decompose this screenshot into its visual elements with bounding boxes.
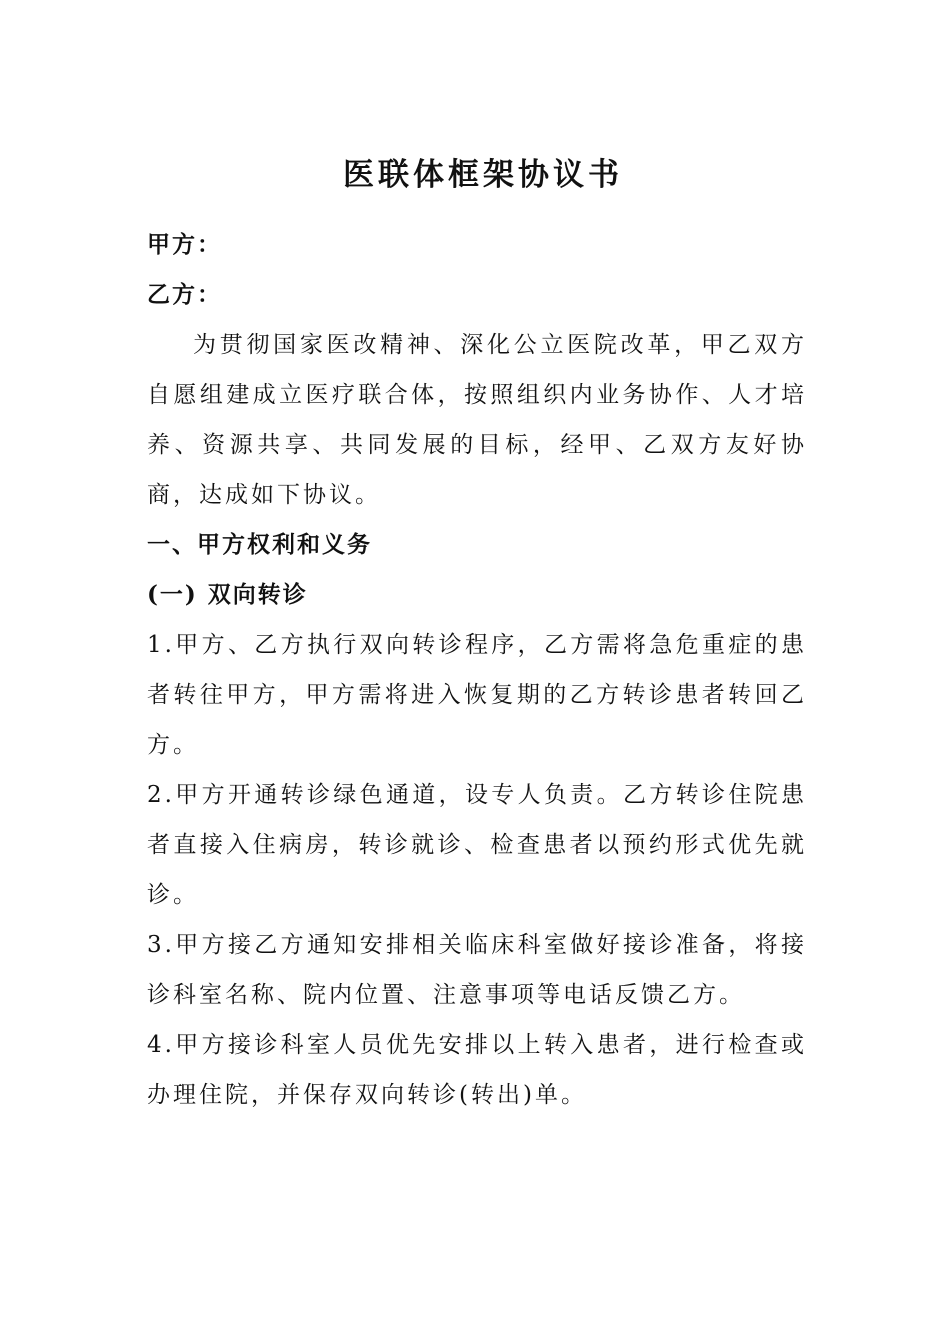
document-body: [147, 150, 807, 1120]
party-b-label: 乙方：: [147, 281, 222, 308]
clause-item-1: 1.甲方、乙方执行双向转诊程序，乙方需将急危重症的患者转往甲方，甲方需将进入恢复期的乙方转诊患者转回乙方。: [147, 632, 807, 758]
intro-paragraph: 为贯彻国家医改精神、深化公立医院改革，甲乙双方自愿组建成立医疗联合体，按照组织内业务协作、人才培养、资源共享、共同发展的目标，经甲、乙双方友好协商，达成如下协议。: [147, 332, 807, 508]
subsection-heading: (一) 双向转诊: [147, 581, 308, 608]
document-title: 医联体框架协议书: [343, 157, 623, 193]
party-a-label: 甲方：: [147, 231, 222, 258]
clause-item-3: 3.甲方接乙方通知安排相关临床科室做好接诊准备，将接诊科室名称、院内位置、注意事项等电话反馈乙方。: [147, 932, 807, 1008]
clause-item-2: 2.甲方开通转诊绿色通道，设专人负责。乙方转诊住院患者直接入住病房，转诊就诊、检查患者以预约形式优先就诊。: [147, 782, 807, 908]
clause-item-4: 4.甲方接诊科室人员优先安排以上转入患者，进行检查或办理住院，并保存双向转诊(转出)单。: [147, 1032, 807, 1108]
section-heading: 一、甲方权利和义务: [147, 531, 372, 558]
